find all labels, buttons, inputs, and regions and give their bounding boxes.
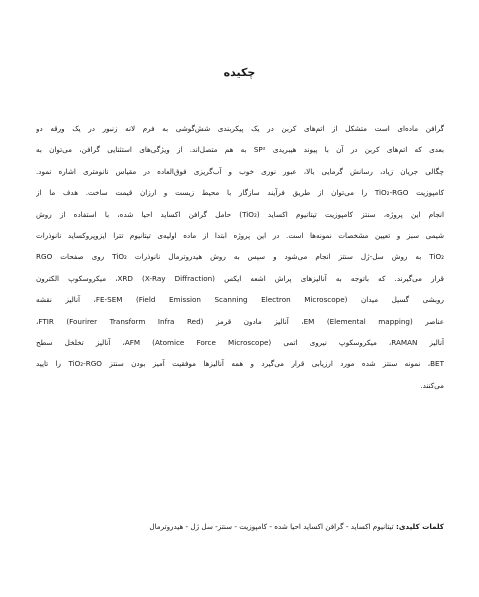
abstract-line: قرار می‌گیرند. که باتوجه به آنالیزهای پراش اشعه ایکس XRD (X-Ray Diffraction)، میکروسکوپ الکترون xyxy=(36,273,444,283)
abstract-line: BET، نمونه سنتز شده مورد ارزیابی قرار می‌گیرد و همه آنالیزها موفقیت آمیز بودن سنتز TiO₂-RGO را تایید xyxy=(36,359,444,369)
abstract-line: بعدی که اتم‌های کربن در آن با پیوند هیبریدی SP² به هم متصل‌اند. از ویژگی‌های استثنایی گرافن، می‌توان به xyxy=(36,145,444,155)
abstract-line: انجام این پروژه، سنتز کامپوزیت تیتانیوم اکساید (TiO₂) حامل گرافن اکساید احیا شده، با استفاده از روش xyxy=(36,209,444,219)
page-title: چکیده xyxy=(223,66,256,79)
abstract-line: عناصر EM (Elemental mapping)، آنالیز مادون قرمز FTIR (Fourirer Transform Infra Red)، xyxy=(36,316,444,326)
keywords-label: کلمات کلیدی: xyxy=(395,522,444,531)
abstract-line: شیمی سبز و تعیین مشخصات نمونه‌ها است. در این پروژه ابتدا از ماده اولیه‌ی تیتانیوم تترا ایزوپروکساید نانوذرات xyxy=(36,230,444,240)
keywords-line xyxy=(36,521,444,533)
abstract-line: کامپوزیت TiO₂-RGO را می‌توان از طریق فرآیند سازگار با محیط زیست و ارزان قیمت ساخت. هدف ما از xyxy=(36,188,444,198)
abstract-line: TiO₂ به روش سل-ژل سنتز انجام می‌شود و سپس به روش هیدروترمال نانوذرات TiO₂ روی صفحات RGO xyxy=(36,252,444,262)
abstract-line: می‌کنند. xyxy=(420,380,444,390)
abstract-line: روبشی گسیل میدان FE-SEM (Field Emission Scanning Electron Microscope)، آنالیز نقشه xyxy=(36,295,444,305)
abstract-line: آنالیز RAMAN، میکروسکوپ نیروی اتمی AFM (Atomice Force Microscope)، آنالیز تخلخل سطح xyxy=(36,337,444,347)
abstract-body xyxy=(36,118,444,396)
abstract-line: گرافن ماده‌ای است متشکل از اتم‌های کربن در یک پیکربندی شش‌گوشی به فرم لانه زنبور در یک ورقه دو xyxy=(36,124,444,133)
keywords-text: تیتانیوم اکساید - گرافن اکساید احیا شده - کامپوزیت - سنتز- سل ژل - هیدروترمال xyxy=(149,522,394,531)
abstract-line: چگالی جریان زیاد، رسانش گرمایی بالا، عبور نوری خوب و آب‌گریزی فوق‌العاده در مقیاس نانومتری اشاره نمود. xyxy=(36,166,444,176)
